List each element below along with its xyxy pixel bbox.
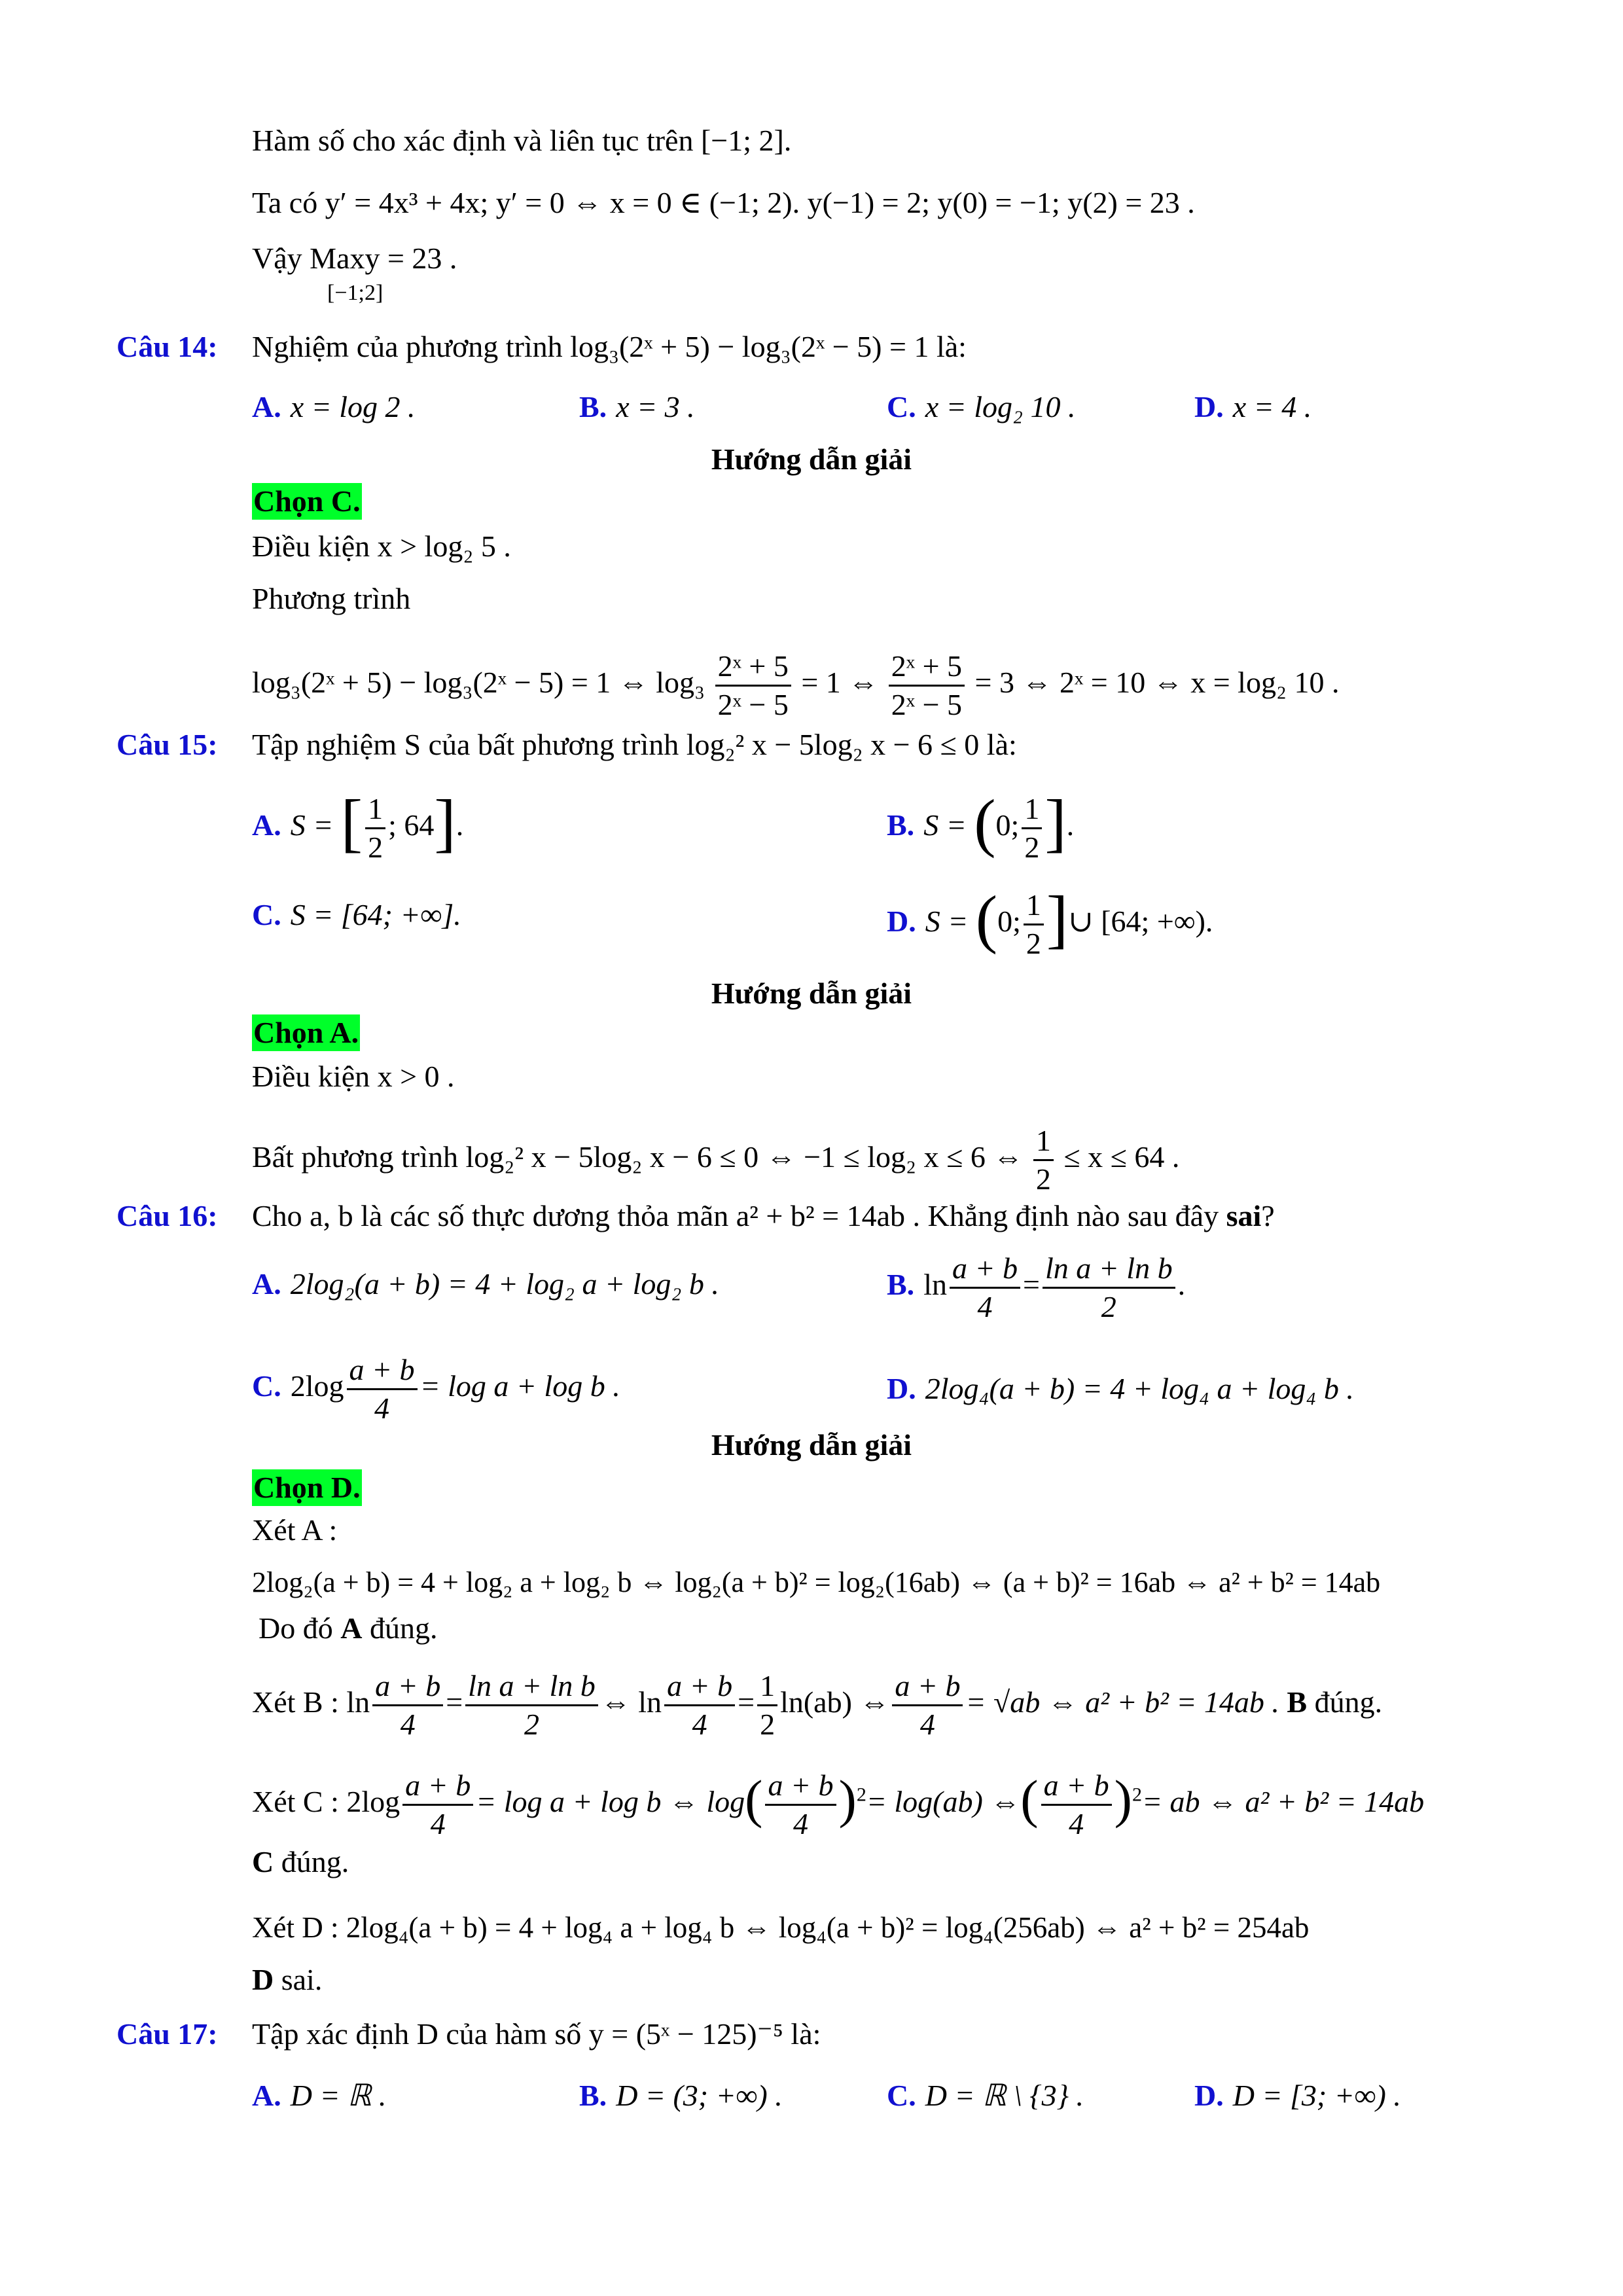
option-letter: B. — [887, 1268, 915, 1302]
fraction-numerator: 2ˣ + 5 — [889, 648, 965, 687]
option-text: ∪ [64; +∞). — [1068, 905, 1213, 939]
fraction-denominator: 4 — [692, 1708, 707, 1741]
option-letter: C. — [252, 1369, 281, 1403]
q16-xet-b-line: Xét B : ln $\frac{a + b}{4}$ = $\frac{\text{ln a + ln b}}{2}$ ⇔ ln $\frac{a + b}{4}$ = $\frac{1}{2}$ ln(ab) ⇔ $\frac{a + b}{4}$ = √ab ⇔ a² + b² = 14ab . B đúng. — [252, 1668, 1382, 1743]
conclusion-emphasis: D — [252, 1963, 274, 1996]
option-text: S = — [923, 808, 967, 842]
paren-left: ( — [745, 1769, 763, 1829]
q15-option-d — [887, 882, 1213, 962]
equation-part: log₃(2ˣ + 5) − log₃(2ˣ − 5) = 1 ⇔ log₃ — [252, 666, 705, 700]
option-text: 2log₄(a + b) = 4 + log₄ a + log₄ b . — [925, 1372, 1354, 1405]
fraction-numerator: a + b — [950, 1250, 1020, 1289]
q15-answer-badge: Chọn A. — [252, 1014, 360, 1051]
q14-answer-badge: Chọn C. — [252, 483, 362, 520]
paren-right: ) — [1114, 1769, 1132, 1829]
fraction-denominator: 4 — [977, 1290, 993, 1323]
equation-part: ⇔ ln — [600, 1685, 662, 1719]
q16-option-a — [252, 1265, 719, 1304]
question-text: ? — [1261, 1199, 1275, 1232]
option-text: S = [64; +∞]. — [290, 898, 461, 931]
q15-solution-line-1: Điều kiện x > 0 . — [252, 1060, 455, 1093]
intro-line-1: Hàm số cho xác định và liên tục trên [−1; 2]. — [252, 124, 792, 157]
equation-part: = 1 ⇔ — [801, 666, 879, 700]
equation-part: Xét B : ln — [252, 1685, 370, 1719]
q14-question: Nghiệm của phương trình log₃(2ˣ + 5) − log₃(2ˣ − 5) = 1 là: — [252, 330, 967, 363]
fraction-denominator: 4 — [793, 1807, 808, 1840]
fraction-numerator: a + b — [347, 1352, 418, 1390]
option-text: x = log 2 . — [290, 390, 416, 423]
fraction-half — [1024, 887, 1044, 962]
option-letter: D. — [1194, 390, 1224, 423]
q15-option-a: A. S = [ $\frac{1}{2}$ ; 64]. — [252, 791, 463, 866]
q15-option-b: B. S = (0; $\frac{1}{2}$ ]. — [887, 791, 1074, 866]
intro-line-3-subscript: [−1;2] — [327, 281, 383, 305]
fraction-denominator: 2 — [368, 831, 383, 864]
q14-option-d — [1194, 387, 1311, 427]
option-text: 2log — [290, 1369, 344, 1403]
q16-label: Câu 16: — [116, 1199, 218, 1232]
option-text: D = [3; +∞) . — [1232, 2079, 1401, 2112]
option-letter: B. — [579, 2079, 607, 2112]
option-letter: C. — [887, 2079, 916, 2112]
paren-right: ) — [838, 1769, 857, 1829]
q16-solution-heading: Hướng dẫn giải — [711, 1428, 912, 1462]
conclusion-emphasis: A — [340, 1611, 363, 1645]
conclusion-text: đúng. — [362, 1611, 438, 1645]
q15-solution-line-2 — [252, 1122, 1179, 1198]
fraction-numerator: 2ˣ + 5 — [715, 648, 791, 687]
fraction-denominator: 2ˣ − 5 — [717, 688, 789, 721]
option-letter: B. — [887, 808, 915, 842]
fraction-denominator: 4 — [400, 1708, 416, 1741]
equation-part: = log a + log b ⇔ log — [476, 1785, 745, 1819]
conclusion-text: sai. — [274, 1963, 323, 1996]
equation-part: ≤ x ≤ 64 . — [1063, 1140, 1180, 1174]
fraction — [889, 648, 965, 723]
q16-option-d — [887, 1369, 1354, 1408]
q16-xet-a-conclusion — [259, 1609, 437, 1648]
option-text: 0; — [995, 808, 1020, 842]
paren-left: ( — [975, 882, 998, 956]
fraction-numerator: 1 — [1033, 1122, 1054, 1161]
q14-solution-line-3 — [252, 648, 1340, 723]
q16-answer-badge: Chọn D. — [252, 1469, 362, 1506]
q15-option-c — [252, 895, 461, 935]
q16-xet-c-conclusion — [252, 1842, 349, 1882]
q16-xet-c-line: Xét C : 2log $\frac{a + b}{4}$ = log a + log b ⇔ log( $\frac{a + b}{4}$ )$^2$= log(ab) ⇔( $\frac{a + b}{4}$ )$^2$= ab ⇔ a² + b² = 14ab — [252, 1767, 1424, 1842]
option-text: x = 3 . — [616, 390, 695, 423]
option-text: = log a + log b . — [419, 1369, 620, 1403]
option-letter: C. — [887, 390, 916, 423]
fraction — [347, 1352, 418, 1427]
fraction — [1041, 1767, 1112, 1842]
q16-xet-a-equation: 2log₂(a + b) = 4 + log₂ a + log₂ b ⇔ log₂(a + b)² = log₂(16ab) ⇔ (a + b)² = 16ab ⇔ a² + b² = 14ab — [252, 1566, 1381, 1598]
option-text: 2log₂(a + b) = 4 + log₂ a + log₂ b . — [290, 1267, 719, 1300]
fraction — [765, 1767, 836, 1842]
option-letter: B. — [579, 390, 607, 423]
conclusion-emphasis: B — [1287, 1685, 1308, 1719]
conclusion-text: đúng. — [1307, 1685, 1383, 1719]
q17-option-c — [887, 2076, 1084, 2115]
option-text: x = 4 . — [1232, 390, 1312, 423]
fraction-denominator: 2 — [1024, 831, 1040, 864]
option-text: D = ℝ \ {3} . — [925, 2079, 1084, 2112]
q14-solution-line-2: Phương trình — [252, 582, 411, 615]
fraction-numerator: 1 — [1022, 791, 1042, 829]
fraction-denominator: 4 — [919, 1708, 935, 1741]
option-text: ln — [923, 1268, 947, 1302]
fraction — [402, 1767, 473, 1842]
paren-left: ( — [1020, 1769, 1039, 1829]
q15-solution-heading: Hướng dẫn giải — [711, 977, 912, 1010]
question-emphasis: sai — [1226, 1199, 1262, 1232]
fraction-numerator: a + b — [402, 1767, 473, 1806]
option-text: D = ℝ . — [290, 2079, 387, 2112]
q14-option-a — [252, 387, 415, 427]
equation-part: Xét C : 2log — [252, 1785, 401, 1819]
option-text: 0; — [997, 905, 1021, 939]
fraction-denominator: 2 — [1026, 927, 1041, 960]
fraction — [715, 648, 791, 723]
q15-question: Tập nghiệm S của bất phương trình log₂² x − 5log₂ x − 6 ≤ 0 là: — [252, 728, 1017, 761]
fraction-numerator: ln a + ln b — [465, 1668, 598, 1706]
option-letter: C. — [252, 898, 281, 931]
fraction-numerator: 1 — [757, 1668, 777, 1706]
option-text: S = — [925, 905, 969, 939]
question-text: Cho a, b là các số thực dương thỏa mãn a² + b² = 14ab . Khẳng định nào sau đây — [252, 1199, 1226, 1232]
option-letter: A. — [252, 2079, 281, 2112]
fraction-numerator: a + b — [1041, 1767, 1112, 1806]
equation-part: ln(ab) ⇔ — [780, 1685, 890, 1719]
conclusion-text: Do đó — [259, 1611, 341, 1645]
fraction-numerator: a + b — [664, 1668, 735, 1706]
fraction-numerator: 1 — [365, 791, 385, 829]
option-text: x = log₂ 10 . — [925, 390, 1076, 423]
fraction-denominator: 4 — [430, 1807, 446, 1840]
option-letter: D. — [1194, 2079, 1224, 2112]
bracket-right: ] — [1046, 882, 1069, 956]
fraction-denominator: 2 — [1035, 1162, 1051, 1196]
equation-part: = ab ⇔ a² + b² = 14ab — [1141, 1785, 1425, 1819]
fraction — [664, 1668, 735, 1743]
intro-line-3: Vậy Maxy = 23 . — [252, 242, 457, 275]
paren-left: ( — [974, 786, 996, 859]
fraction-numerator: ln a + ln b — [1043, 1250, 1175, 1289]
q14-option-c — [887, 387, 1075, 427]
fraction-denominator: 2ˣ − 5 — [891, 688, 963, 721]
fraction-denominator: 2 — [524, 1708, 539, 1741]
q17-question: Tập xác định D của hàm số y = (5ˣ − 125)⁻⁵ là: — [252, 2017, 821, 2051]
fraction-half — [1033, 1122, 1054, 1198]
fraction-numerator: a + b — [765, 1767, 836, 1806]
fraction — [950, 1250, 1020, 1325]
fraction — [892, 1668, 963, 1743]
q16-question — [252, 1196, 1275, 1236]
option-text: S = — [290, 808, 334, 842]
q16-xet-d-conclusion — [252, 1960, 322, 2000]
bracket-right: ] — [1044, 786, 1067, 859]
fraction-numerator: a + b — [892, 1668, 963, 1706]
q17-option-b — [579, 2076, 783, 2115]
bracket-right: ] — [434, 786, 456, 859]
fraction-denominator: 2 — [1101, 1290, 1116, 1323]
equation-part: = √ab ⇔ a² + b² = 14ab . — [965, 1685, 1279, 1719]
fraction-denominator: 2 — [760, 1708, 776, 1741]
conclusion-emphasis: C — [252, 1845, 274, 1878]
q14-solution-heading: Hướng dẫn giải — [711, 442, 912, 476]
equation-part: Bất phương trình log₂² x − 5log₂ x − 6 ≤ 0 ⇔ −1 ≤ log₂ x ≤ 6 ⇔ — [252, 1140, 1024, 1174]
q14-label: Câu 14: — [116, 330, 218, 363]
fraction-half — [365, 791, 385, 866]
option-letter: D. — [887, 1372, 916, 1405]
fraction — [372, 1668, 443, 1743]
q14-solution-line-1: Điều kiện x > log₂ 5 . — [252, 529, 511, 563]
fraction-numerator: 1 — [1024, 887, 1044, 925]
option-letter: A. — [252, 390, 281, 423]
option-text: ; 64 — [388, 808, 435, 842]
fraction-half — [757, 1668, 777, 1743]
option-letter: D. — [887, 905, 916, 939]
fraction — [465, 1668, 598, 1743]
q17-label: Câu 17: — [116, 2017, 218, 2051]
q16-option-c — [252, 1352, 620, 1427]
q17-option-d — [1194, 2076, 1401, 2115]
equation-part: = log(ab) ⇔ — [866, 1785, 1021, 1819]
option-letter: A. — [252, 1267, 281, 1300]
q15-label: Câu 15: — [116, 728, 218, 761]
fraction-numerator: a + b — [372, 1668, 443, 1706]
q17-option-a — [252, 2076, 386, 2115]
equation-part: = 3 ⇔ 2ˣ = 10 ⇔ x = log₂ 10 . — [974, 666, 1340, 700]
q16-xet-d-equation: Xét D : 2log₄(a + b) = 4 + log₄ a + log₄ b ⇔ log₄(a + b)² = log₄(256ab) ⇔ a² + b² = 254ab — [252, 1911, 1310, 1944]
fraction-denominator: 4 — [1069, 1807, 1084, 1840]
option-text: D = (3; +∞) . — [616, 2079, 783, 2112]
fraction-half — [1022, 791, 1042, 866]
fraction-denominator: 4 — [374, 1391, 390, 1425]
q16-xet-a-title: Xét A : — [252, 1513, 338, 1547]
q14-option-b — [579, 387, 695, 427]
conclusion-text: đúng. — [274, 1845, 349, 1878]
intro-line-2: Ta có y′ = 4x³ + 4x; y′ = 0 ⇔ x = 0 ∈ (−1; 2). y(−1) = 2; y(0) = −1; y(2) = 23 . — [252, 186, 1195, 219]
q16-option-b: B. ln $\frac{a + b}{4}$ = $\frac{\text{ln a + ln b}}{2}$ . — [887, 1250, 1185, 1325]
fraction — [1043, 1250, 1175, 1325]
bracket-left: [ — [340, 786, 363, 859]
option-letter: A. — [252, 808, 281, 842]
